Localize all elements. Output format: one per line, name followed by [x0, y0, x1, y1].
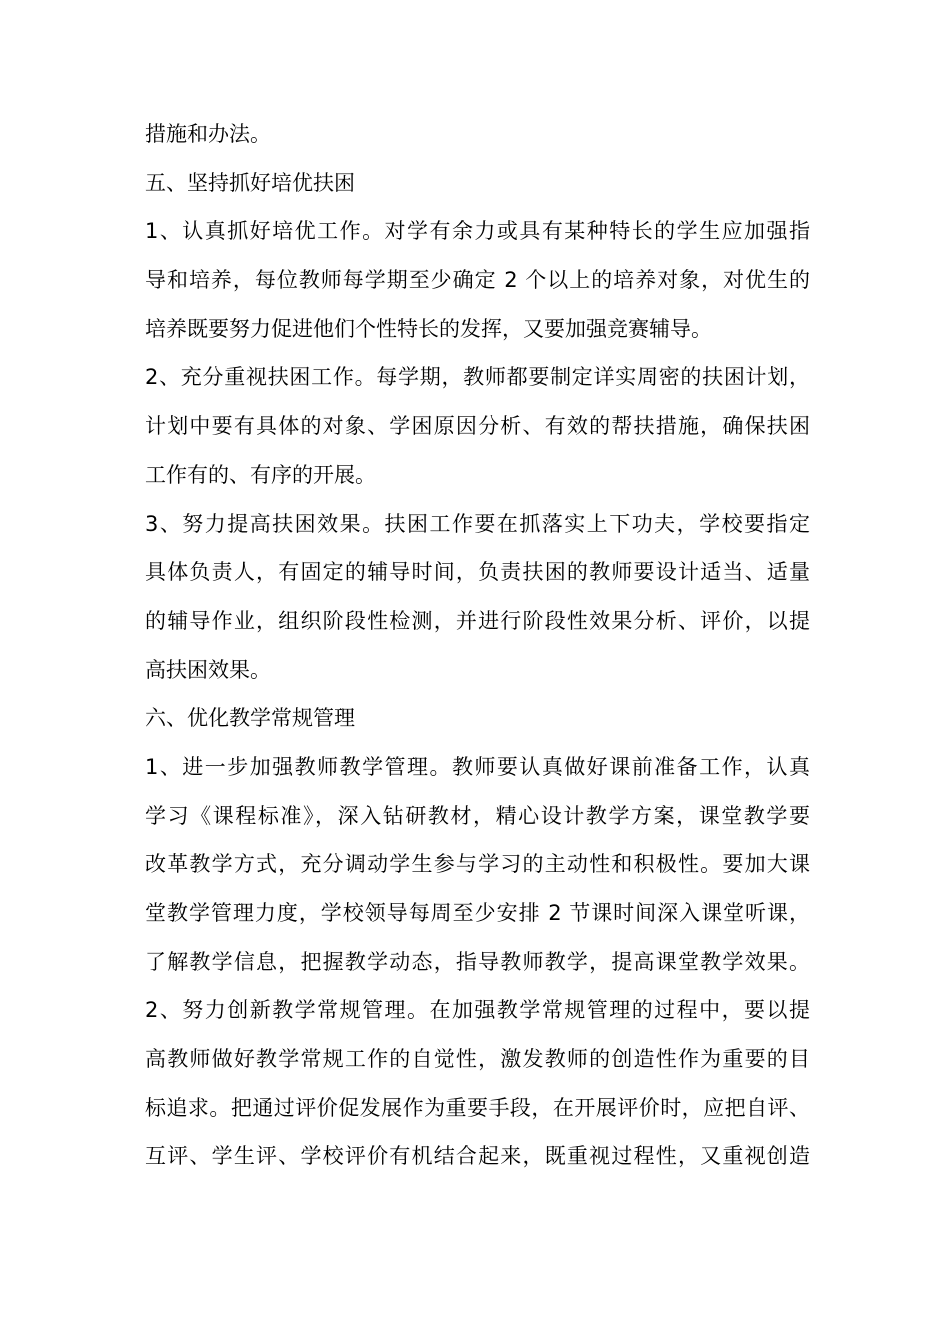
text-line: 导和培养，每位教师每学期至少确定 2 个以上的培养对象，对优生的: [145, 268, 810, 293]
text-line: 1、进一步加强教师教学管理。教师要认真做好课前准备工作，认真: [145, 754, 810, 779]
text-line: 3、努力提高扶困效果。扶困工作要在抓落实上下功夫，学校要指定: [145, 511, 810, 536]
text-line: 具体负责人，有固定的辅导时间，负责扶困的教师要设计适当、适量: [145, 560, 810, 585]
text-line: 计划中要有具体的对象、学困原因分析、有效的帮扶措施，确保扶困: [145, 414, 810, 439]
text-line: 2、努力创新教学常规管理。在加强教学常规管理的过程中，要以提: [145, 998, 810, 1023]
text-line: 工作有的、有序的开展。: [145, 462, 376, 487]
document-body: [145, 110, 810, 1181]
text-line: 的辅导作业，组织阶段性检测，并进行阶段性效果分析、评价，以提: [145, 608, 810, 633]
text-line: 措施和办法。: [145, 122, 271, 146]
text-line: 标追求。把通过评价促发展作为重要手段，在开展评价时，应把自评、: [145, 1095, 810, 1120]
text-line: 1、认真抓好培优工作。对学有余力或具有某种特长的学生应加强指: [145, 219, 810, 244]
text-line: 了解教学信息，把握教学动态，指导教师教学，提高课堂教学效果。: [145, 949, 810, 974]
text-line: 学习《课程标准》，深入钻研教材，精心设计教学方案，课堂教学要: [145, 803, 810, 828]
text-line: 高扶困效果。: [145, 657, 271, 682]
section-heading: 五、坚持抓好培优扶困: [145, 170, 355, 195]
text-line: 改革教学方式，充分调动学生参与学习的主动性和积极性。要加大课: [145, 852, 810, 877]
text-line: 高教师做好教学常规工作的自觉性，激发教师的创造性作为重要的目: [145, 1047, 810, 1072]
text-line: 互评、学生评、学校评价有机结合起来，既重视过程性，又重视创造: [145, 1144, 810, 1169]
text-line: 2、充分重视扶困工作。每学期，教师都要制定详实周密的扶困计划，: [145, 365, 810, 390]
section-heading: 六、优化教学常规管理: [145, 706, 355, 731]
text-line: 培养既要努力促进他们个性特长的发挥，又要加强竞赛辅导。: [145, 316, 712, 341]
text-line: 堂教学管理力度，学校领导每周至少安排 2 节课时间深入课堂听课，: [145, 901, 810, 925]
